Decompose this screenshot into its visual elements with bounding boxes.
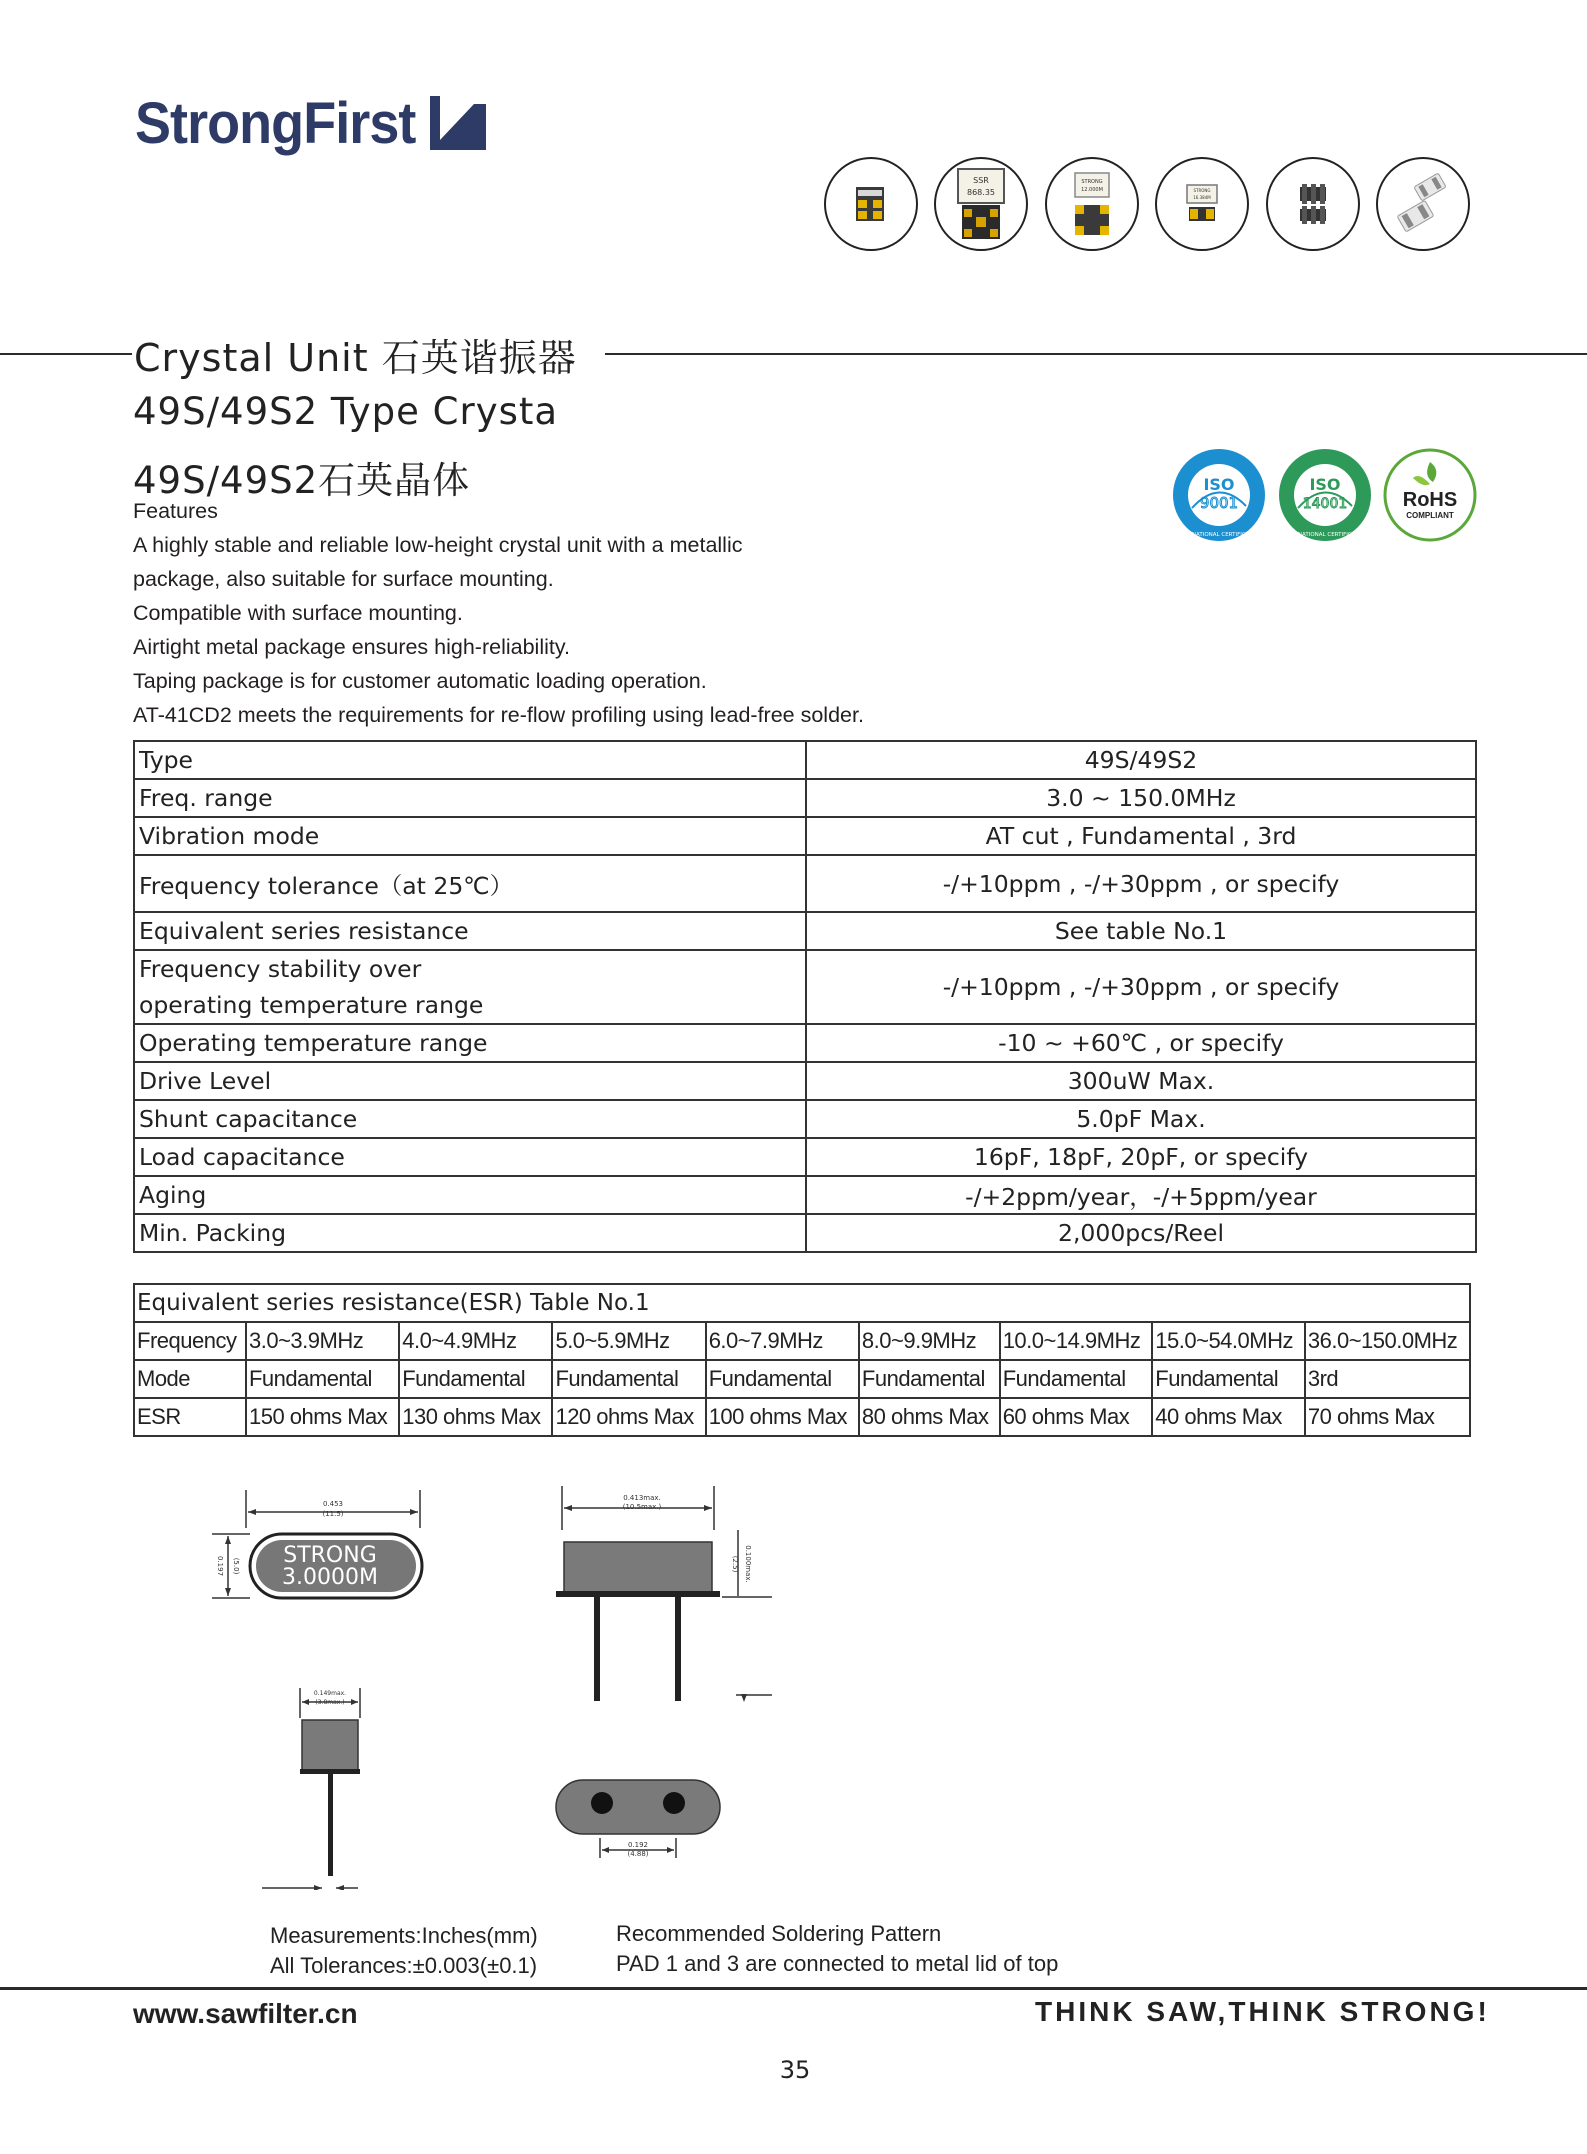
dim-side-width: 0.413max. [623,1494,661,1502]
smd-components-icon [1376,157,1470,251]
dim-end-width: 0.149max. [313,1690,347,1697]
esr-cell: 120 ohms Max [552,1398,705,1436]
section-rule-right [605,353,1587,355]
brand-logo-text: StrongFirst [135,91,416,156]
feature-line: A highly stable and reliable low-height crystal unit with a metallic [133,533,743,557]
esr-cell: 36.0~150.0MHz [1305,1322,1470,1360]
measurement-tolerance: All Tolerances:±0.003(±0.1) [270,1953,538,1978]
spec-value: 2,000pcs/Reel [806,1214,1476,1252]
table-row [134,1284,1470,1322]
table-row [134,912,1476,950]
esr-cell: 4.0~4.9MHz [399,1322,552,1360]
product-chip-row [824,157,1470,253]
spec-value: -/+10ppm , -/+30ppm , or specify [806,855,1476,912]
spec-label-line: Frequency stability over [139,955,422,983]
spec-value: 300uW Max. [806,1062,1476,1100]
product-title-cn: 49S/49S2石英晶体 [133,459,471,502]
esr-cell: Fundamental [706,1360,859,1398]
dim-top-width: 0.453 [322,1500,344,1508]
spec-label [134,950,806,1024]
soldering-note [616,1919,1058,1979]
strong-oscillator-icon [1045,157,1139,251]
spec-value: 49S/49S2 [806,741,1476,779]
esr-cell: Fundamental [859,1360,1000,1398]
feature-line: Taping package is for customer automatic loading operation. [133,669,707,693]
esr-table [133,1283,1471,1437]
spec-value: -/+2ppm/year，-/+5ppm/year [806,1176,1476,1214]
esr-cell: 10.0~14.9MHz [1000,1322,1153,1360]
dim-end-width-mm: (3.8max.) [315,1699,345,1706]
footer-website: www.sawfilter.cn [133,1998,358,2029]
esr-cell: 100 ohms Max [706,1398,859,1436]
table-row [134,817,1476,855]
table-row [134,1062,1476,1100]
esr-cell: 3rd [1305,1360,1470,1398]
product-title-en: 49S/49S2 Type Crysta [133,390,559,433]
feature-line: package, also suitable for surface mounting. [133,567,554,591]
rohs-title: RoHS [1402,489,1458,511]
section-rule-left [0,353,132,355]
dim-pitch-mm: (4.88) [627,1850,649,1858]
esr-cell: Mode [134,1360,246,1398]
chip-label-ssr: SSR [973,176,990,185]
iso9001-ring-text: INTERNATIONAL CERTIFICATION [1175,532,1263,538]
dim-side-width-mm: (10.5max.) [622,1503,662,1511]
rohs-badge-icon [1383,448,1477,542]
esr-table-caption: Equivalent series resistance(ESR) Table No.1 [134,1284,1470,1322]
table-row [134,741,1476,779]
spec-label: Equivalent series resistance [134,912,806,950]
esr-cell: 6.0~7.9MHz [706,1322,859,1360]
iso14001-ring-text: INTERNATIONAL CERTIFICATION [1281,532,1368,538]
esr-cell: 70 ohms Max [1305,1398,1470,1436]
esr-cell: 5.0~5.9MHz [552,1322,705,1360]
mechanical-drawing [190,1470,790,1890]
iso14001-badge-icon [1278,448,1372,542]
spec-label: Frequency tolerance（at 25℃） [134,855,806,912]
esr-cell: Frequency [134,1322,246,1360]
spec-label-line: operating temperature range [139,991,484,1019]
chip-label-strong-2: STRONG [1193,188,1211,193]
spec-table [133,740,1477,1253]
spec-label: Aging [134,1176,806,1214]
spec-value: -/+10ppm , -/+30ppm , or specify [806,950,1476,1024]
chip-label-strong: STRONG [1081,179,1103,185]
iso14001-top: ISO [1308,475,1341,494]
spec-value: 16pF, 18pF, 20pF, or specify [806,1138,1476,1176]
brand-logo-mark-icon [430,96,486,150]
esr-cell: Fundamental [552,1360,705,1398]
esr-cell: 40 ohms Max [1152,1398,1305,1436]
spec-value: -10 ~ +60℃ , or specify [806,1024,1476,1062]
feature-line: Airtight metal package ensures high-reliability. [133,635,570,659]
esr-cell: 15.0~54.0MHz [1152,1322,1305,1360]
page-number: 35 [779,2056,811,2084]
table-row [134,779,1476,817]
esr-cell: Fundamental [1000,1360,1153,1398]
chip-label-ssr-freq: 868.35 [967,188,996,197]
footer-rule [0,1987,1587,1990]
features-heading: Features [133,499,218,523]
esr-cell: 8.0~9.9MHz [859,1322,1000,1360]
table-row [134,1322,1470,1360]
ssr-module-icon [934,157,1028,251]
spec-value: 5.0pF Max. [806,1100,1476,1138]
esr-cell: ESR [134,1398,246,1436]
iso9001-number: 9001 [1199,494,1239,512]
measurement-units: Measurements:Inches(mm) [270,1923,538,1948]
dim-side-height-mm: (2.5) [731,1555,739,1573]
esr-cell: 3.0~3.9MHz [246,1322,399,1360]
certification-badges [1172,448,1477,544]
spec-label: Load capacitance [134,1138,806,1176]
table-row [134,1176,1476,1214]
dim-top-height-mm: (5.0) [232,1557,240,1575]
esr-cell: Fundamental [399,1360,552,1398]
table-row [134,1398,1470,1436]
spec-value: See table No.1 [806,912,1476,950]
strong-smd-crystal-icon [1155,157,1249,251]
iso9001-badge-icon [1172,448,1266,542]
soldering-title: Recommended Soldering Pattern [616,1921,942,1946]
dim-pitch: 0.192 [627,1841,649,1849]
section-title: Crystal Unit 石英谐振器 [134,336,577,380]
rohs-compliant: COMPLIANT [1406,511,1454,520]
saw-filter-icon [1266,157,1360,251]
measurement-note [270,1921,538,1981]
esr-cell: Fundamental [246,1360,399,1398]
table-row [134,1214,1476,1252]
marking-frequency: 3.0000M [282,1565,378,1590]
spec-label: Min. Packing [134,1214,806,1252]
esr-cell: 60 ohms Max [1000,1398,1153,1436]
table-row [134,1100,1476,1138]
spec-label: Drive Level [134,1062,806,1100]
smd-crystal-icon [824,157,918,251]
dim-top-width-mm: (11.5) [322,1510,344,1518]
table-row [134,855,1476,912]
spec-label: Operating temperature range [134,1024,806,1062]
feature-line: AT-41CD2 meets the requirements for re-flow profiling using lead-free solder. [133,703,864,727]
spec-label: Vibration mode [134,817,806,855]
esr-cell: Fundamental [1152,1360,1305,1398]
table-row [134,1360,1470,1398]
chip-label-strong-freq: 12.000M [1080,187,1103,193]
table-row [134,1024,1476,1062]
iso14001-number: 14001 [1302,496,1347,512]
table-row [134,950,1476,1024]
spec-label: Freq. range [134,779,806,817]
esr-cell: 150 ohms Max [246,1398,399,1436]
esr-cell: 80 ohms Max [859,1398,1000,1436]
soldering-detail: PAD 1 and 3 are connected to metal lid of top [616,1951,1059,1976]
feature-line: Compatible with surface mounting. [133,601,463,625]
esr-cell: 130 ohms Max [399,1398,552,1436]
spec-value: AT cut , Fundamental , 3rd [806,817,1476,855]
dim-top-height: 0.197 [216,1555,224,1577]
features-block [133,494,933,732]
spec-label: Shunt capacitance [134,1100,806,1138]
footer-slogan: THINK SAW,THINK STRONG! [1035,1996,1490,2027]
spec-label: Type [134,741,806,779]
table-row [134,1138,1476,1176]
chip-label-strong-2-freq: 16.384M [1193,195,1211,200]
dim-side-height: 0.100max. [744,1545,752,1583]
iso9001-top: ISO [1203,475,1235,494]
marking-strong: STRONG [283,1543,377,1568]
spec-value: 3.0 ~ 150.0MHz [806,779,1476,817]
